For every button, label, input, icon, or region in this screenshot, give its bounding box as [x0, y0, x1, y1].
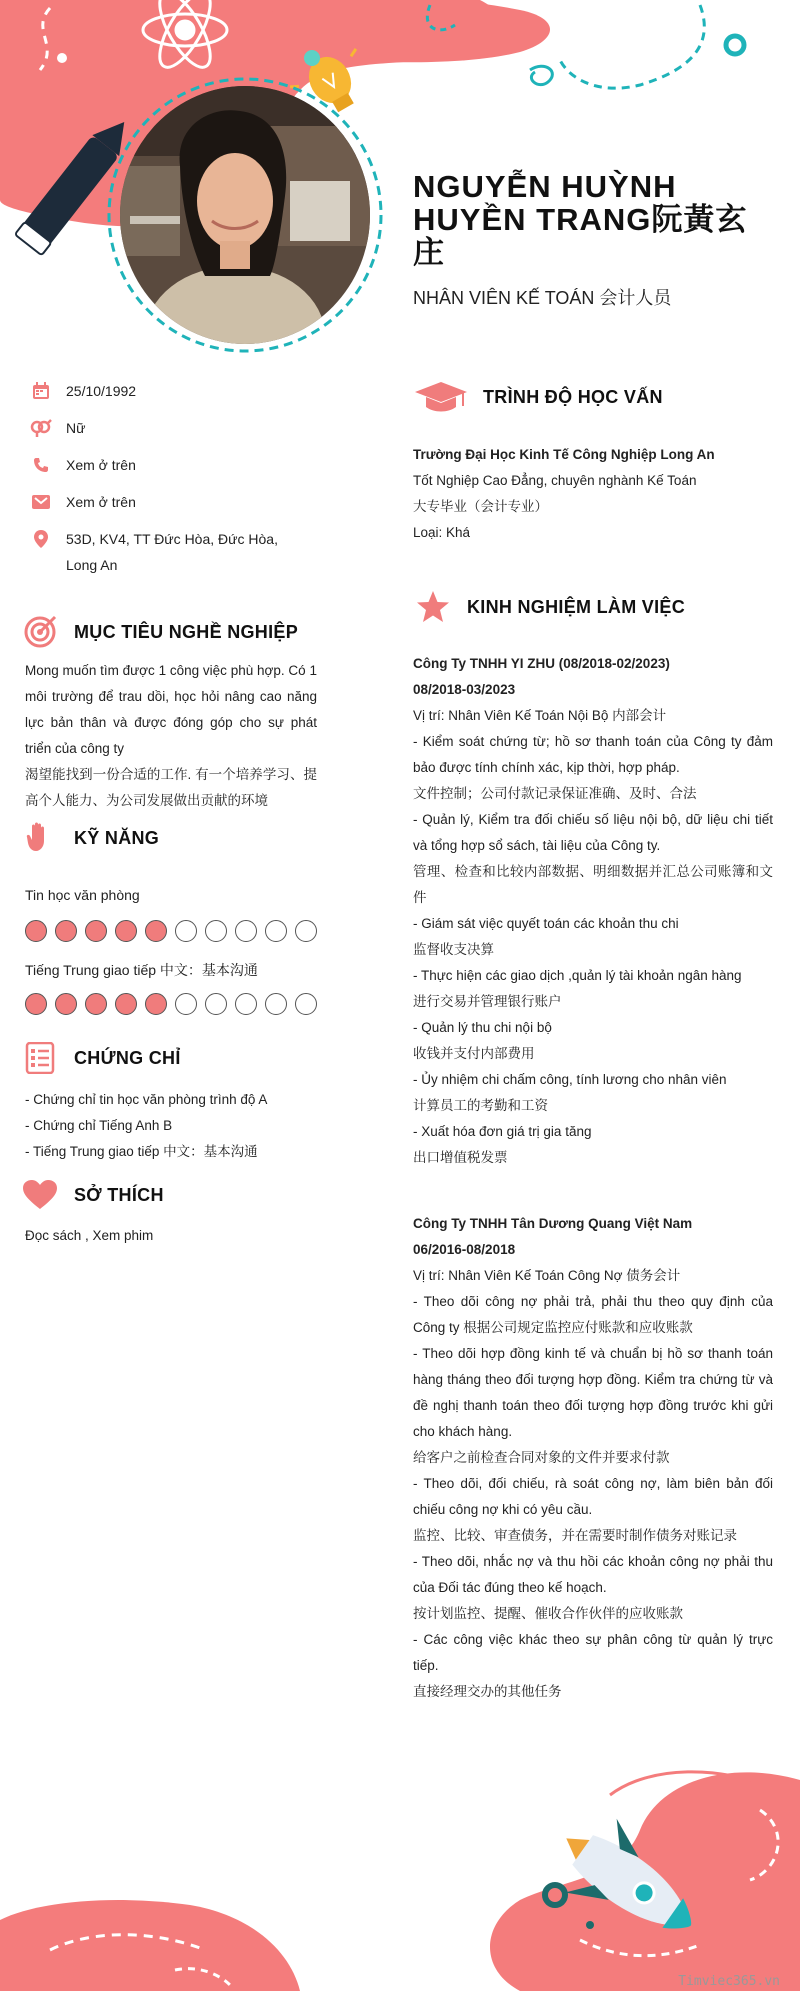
job-position: Vị trí: Nhân Viên Kế Toán Công Nợ 债务会计 [413, 1268, 681, 1283]
experience-heading [413, 587, 685, 627]
hand-icon [20, 818, 60, 858]
education-school: Trường Đại Học Kinh Tế Công Nghiệp Long An [413, 447, 715, 462]
rating-dot [265, 993, 287, 1015]
email-value: Xem ở trên [66, 494, 136, 510]
experience-title: KINH NGHIỆM LÀM VIỆC [467, 596, 686, 617]
watermark: Timviec365.vn [678, 1974, 780, 1989]
rating-dot [175, 993, 197, 1015]
objective-text-vi: Mong muốn tìm được 1 công việc phù hợp. Có 1 môi trường để trau dồi, học hỏi nâng cao năng lực bản thân và được đóng góp cho sự phát triển của công ty [25, 663, 317, 756]
certificate-item: - Tiếng Trung giao tiếp 中文：基本沟通 [25, 1144, 258, 1159]
hobbies-heading [20, 1175, 164, 1215]
birthday-value: 25/10/1992 [66, 383, 137, 399]
certificates-title: CHỨNG CHỈ [74, 1047, 181, 1068]
rating-dot [85, 993, 107, 1015]
skills-title: KỸ NĂNG [74, 827, 160, 848]
job-duty-line: - Quản lý thu chi nội bộ [413, 1020, 552, 1035]
certificate-item: - Chứng chỉ tin học văn phòng trình độ A [25, 1092, 268, 1107]
rating-dot [265, 920, 287, 942]
job-entry-1 [413, 1211, 773, 1705]
job-company: Công Ty TNHH Tân Dương Quang Việt Nam [413, 1216, 693, 1231]
contact-phone [28, 452, 318, 478]
job-duty-line: - Theo dõi, nhắc nợ và thu hồi các khoản công nợ phải thu của Đối tác đúng theo kế hoạch. [413, 1554, 773, 1595]
job-duty-line: 进行交易并管理银行账户 [413, 994, 562, 1009]
rating-dot [145, 993, 167, 1015]
contact-email [28, 489, 318, 515]
job-duty-line: 收钱并支付内部费用 [413, 1046, 535, 1061]
calendar-icon [28, 378, 54, 404]
certificate-list [25, 1087, 317, 1165]
job-duty-line: 给客户之前检查合同对象的文件并要求付款 [413, 1450, 670, 1465]
location-pin-icon [28, 526, 54, 552]
job-entry-0 [413, 651, 773, 1171]
contact-address [28, 526, 318, 578]
job-duty-line: - Theo dõi, đối chiếu, rà soát công nợ, làm biên bản đối chiếu công nợ khi có yêu cầu. [413, 1476, 773, 1517]
job-duty-line: - Theo dõi hợp đồng kinh tế và chuẩn bị hồ sơ thanh toán hàng tháng theo đối tượng hợp đồng. Kiểm tra chứng từ và đề nghị thanh toán theo đối tượng hợp đồng trước khi gửi cho khách hàng. [413, 1346, 773, 1439]
certificate-item: - Chứng chỉ Tiếng Anh B [25, 1118, 173, 1133]
skill-label-1: Tiếng Trung giao tiếp 中文：基本沟通 [25, 962, 258, 978]
education-grade: Loại: Khá [413, 525, 471, 540]
job-period: 08/2018-03/2023 [413, 682, 516, 697]
objective-text-zh: 渴望能找到一份合适的工作. 有一个培养学习、提高个人能力、为公司发展做出贡献的环境 [25, 767, 317, 808]
objective-heading [20, 612, 298, 652]
job-duty-line: 出口增值税发票 [413, 1150, 508, 1165]
photo-illustration [120, 86, 370, 344]
rating-dot [205, 920, 227, 942]
rating-dot [55, 920, 77, 942]
job-title: NHÂN VIÊN KẾ TOÁN 会计人员 [413, 288, 672, 308]
phone-icon [28, 452, 54, 478]
hobbies-title: SỞ THÍCH [74, 1184, 164, 1205]
education-details [413, 442, 773, 546]
target-icon [20, 612, 60, 652]
rating-dot [25, 993, 47, 1015]
job-duty-line: - Ủy nhiệm chi chấm công, tính lương cho nhân viên [413, 1072, 727, 1087]
education-degree-zh: 大专毕业（会计专业） [413, 499, 548, 514]
education-title: TRÌNH ĐỘ HỌC VẤN [483, 386, 663, 407]
education-degree: Tốt Nghiệp Cao Đẳng, chuyên nghành Kế Toán [413, 473, 697, 488]
phone-value: Xem ở trên [66, 457, 136, 473]
contact-birthday [28, 378, 318, 404]
job-duty-line: - Theo dõi công nợ phải trả, phải thu theo quy định của Công ty 根据公司规定监控应付账款和应收账款 [413, 1294, 773, 1335]
gender-value: Nữ [66, 420, 86, 436]
rating-dot [145, 920, 167, 942]
job-duty-line: - Quản lý, Kiểm tra đối chiếu số liệu nội bộ, dữ liệu chi tiết và tổng hợp sổ sách, tài liệu của Công ty. [413, 812, 773, 853]
objective-title: MỤC TIÊU NGHỀ NGHIỆP [74, 621, 299, 642]
graduation-cap-icon [413, 377, 469, 417]
rating-dot [295, 920, 317, 942]
checklist-icon [20, 1038, 60, 1078]
job-duty-line: 计算员工的考勤和工资 [413, 1098, 548, 1113]
rating-dot [25, 920, 47, 942]
rating-dot [115, 993, 137, 1015]
rating-dot [205, 993, 227, 1015]
heart-icon [20, 1175, 60, 1215]
job-duty-line: 管理、检查和比较内部数据、明细数据并汇总公司账簿和文件 [413, 864, 773, 905]
skill-label-0: Tin học văn phòng [25, 887, 140, 903]
objective-text [25, 658, 317, 814]
rating-dot [85, 920, 107, 942]
certificates-heading [20, 1038, 181, 1078]
job-duty-line: 文件控制；公司付款记录保证准确、及时、合法 [413, 786, 697, 801]
address-value: 53D, KV4, TT Đức Hòa, Đức Hòa, Long An [66, 531, 278, 573]
rating-dot [115, 920, 137, 942]
job-position: Vị trí: Nhân Viên Kế Toán Nội Bộ 内部会计 [413, 708, 667, 723]
job-duty-line: - Thực hiện các giao dịch ,quản lý tài khoản ngân hàng [413, 968, 742, 983]
star-icon [413, 587, 453, 627]
job-duty-line: 直接经理交办的其他任务 [413, 1684, 562, 1699]
skill-rating-1 [25, 993, 317, 1015]
rating-dot [235, 993, 257, 1015]
rating-dot [175, 920, 197, 942]
job-duty-line: - Các công việc khác theo sự phân công từ quản lý trực tiếp. [413, 1632, 773, 1673]
hobbies-text: Đọc sách , Xem phim [25, 1228, 154, 1243]
rating-dot [295, 993, 317, 1015]
gender-icon [28, 415, 54, 441]
job-duties [413, 729, 773, 1171]
skills-heading [20, 818, 159, 858]
education-heading [413, 377, 663, 417]
profile-photo [120, 86, 370, 344]
job-duty-line: - Xuất hóa đơn giá trị gia tăng [413, 1124, 592, 1139]
job-duty-line: 监控、比较、审查债务，并在需要时制作债务对账记录 [413, 1528, 737, 1543]
job-duty-line: 按计划监控、提醒、催收合作伙伴的应收账款 [413, 1606, 683, 1621]
email-icon [28, 489, 54, 515]
job-duty-line: 监督收支决算 [413, 942, 494, 957]
job-duty-line: - Kiểm soát chứng từ; hồ sơ thanh toán của Công ty đảm bảo được tính chính xác, kịp thời, hợp pháp. [413, 734, 773, 775]
job-duties [413, 1289, 773, 1705]
job-period: 06/2016-08/2018 [413, 1242, 516, 1257]
candidate-name: NGUYỄN HUỲNH HUYỀN TRANG阮黃玄庄 [413, 169, 748, 270]
skill-rating-0 [25, 920, 317, 942]
job-duty-line: - Giám sát việc quyết toán các khoản thu chi [413, 916, 679, 931]
job-company: Công Ty TNHH YI ZHU (08/2018-02/2023) [413, 656, 670, 671]
rating-dot [55, 993, 77, 1015]
contact-gender [28, 415, 318, 441]
rating-dot [235, 920, 257, 942]
